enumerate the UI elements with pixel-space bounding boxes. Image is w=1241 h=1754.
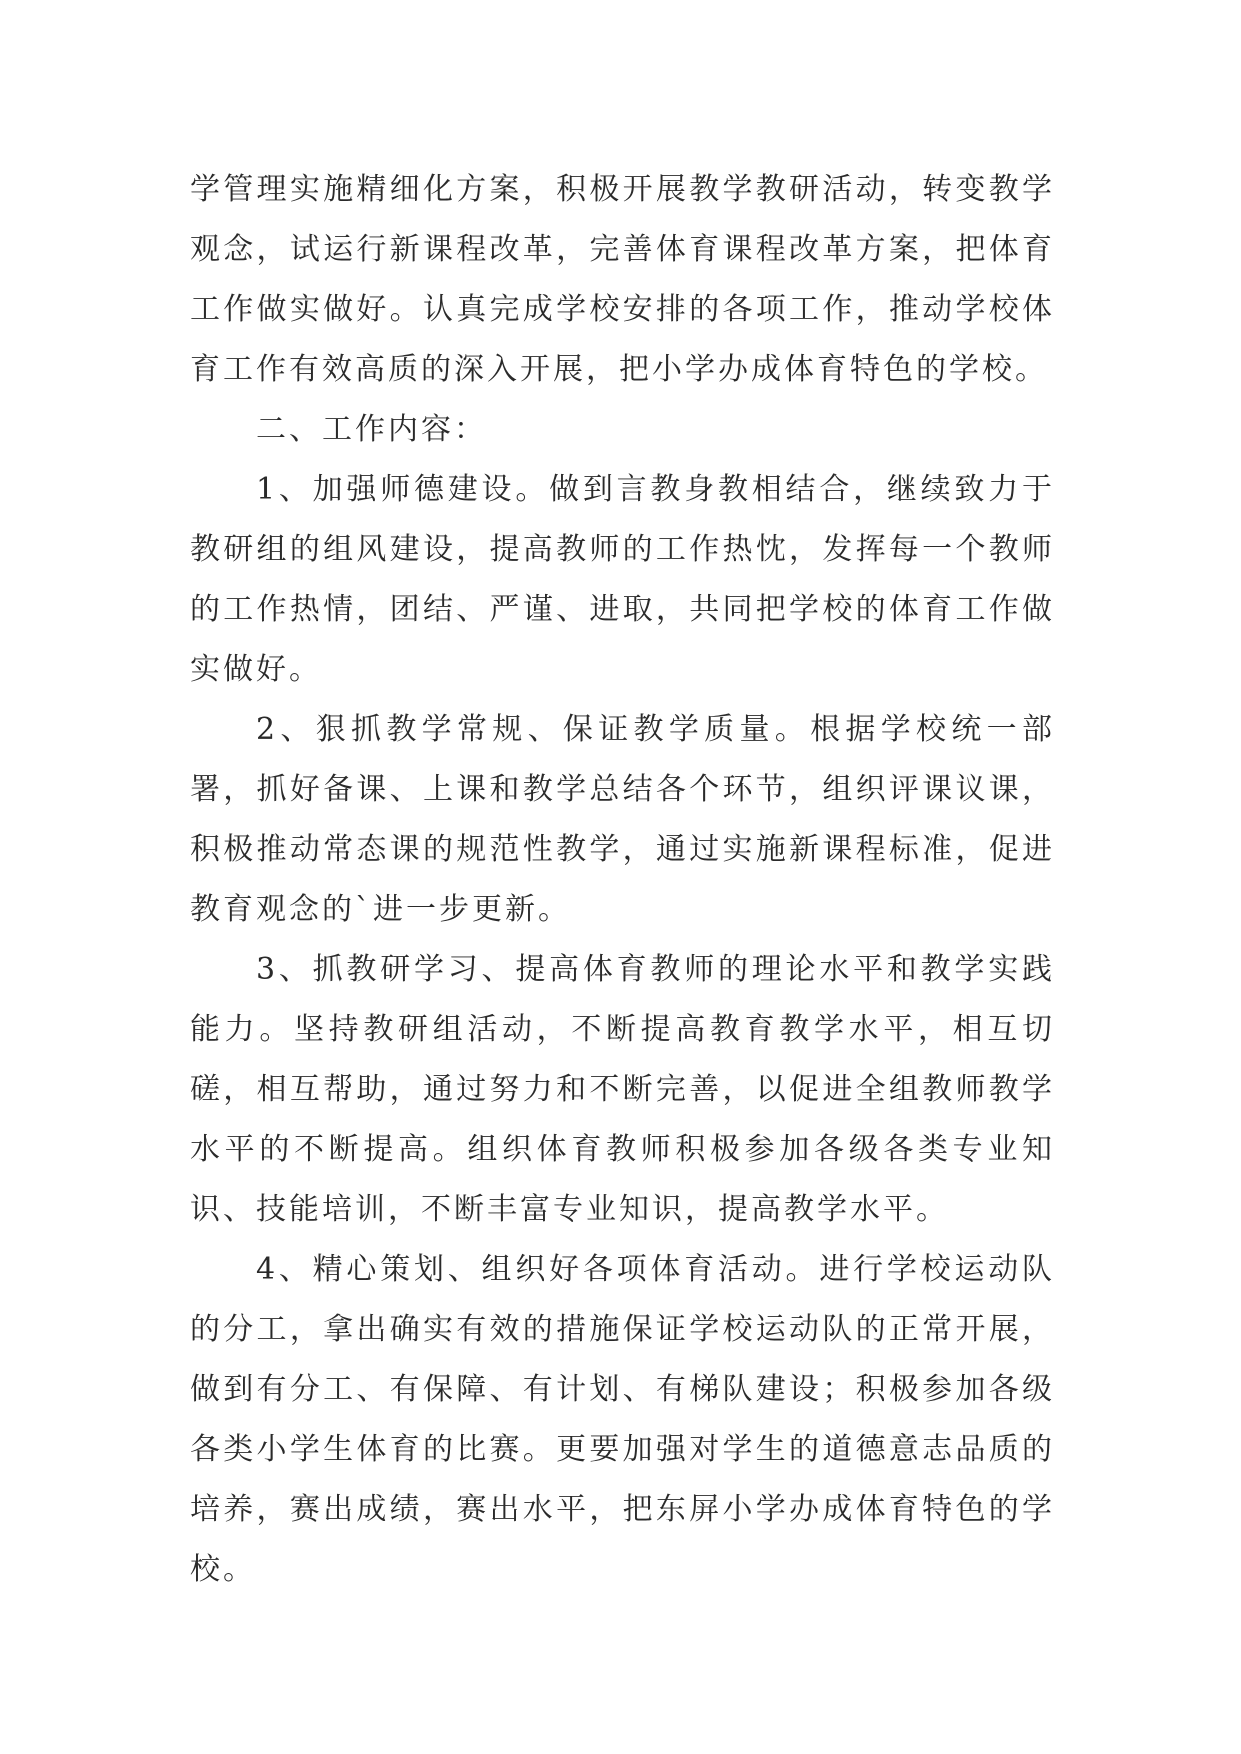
paragraph-item-3: 3、抓教研学习、提高体育教师的理论水平和教学实践能力。坚持教研组活动，不断提高教育教学水平，相互切磋，相互帮助，通过努力和不断完善，以促进全组教师教学水平的不断提高。组织体育教师积极参加各级各类专业知识、技能培训，不断丰富专业知识，提高教学水平。: [190, 952, 1055, 1227]
paragraph-item-2: 2、狠抓教学常规、保证教学质量。根据学校统一部署，抓好备课、上课和教学总结各个环节，组织评课议课，积极推动常态课的规范性教学，通过实施新课程标准，促进教育观念的`进一步更新。: [190, 712, 1055, 927]
paragraph-item-1: 1、加强师德建设。做到言教身教相结合，继续致力于教研组的组风建设，提高教师的工作热忱，发挥每一个教师的工作热情，团结、严谨、进取，共同把学校的体育工作做实做好。: [190, 472, 1055, 687]
section-heading-work-content: 二、工作内容：: [256, 412, 487, 447]
document-body: [190, 160, 1055, 1600]
paragraph-intro-continuation: 学管理实施精细化方案，积极开展教学教研活动，转变教学观念，试运行新课程改革，完善体育课程改革方案，把体育工作做实做好。认真完成学校安排的各项工作，推动学校体育工作有效高质的深入开展，把小学办成体育特色的学校。: [190, 172, 1055, 387]
paragraph-item-4: 4、精心策划、组织好各项体育活动。进行学校运动队的分工，拿出确实有效的措施保证学校运动队的正常开展，做到有分工、有保障、有计划、有梯队建设；积极参加各级各类小学生体育的比赛。更要加强对学生的道德意志品质的培养，赛出成绩，赛出水平，把东屏小学办成体育特色的学校。: [190, 1252, 1055, 1587]
